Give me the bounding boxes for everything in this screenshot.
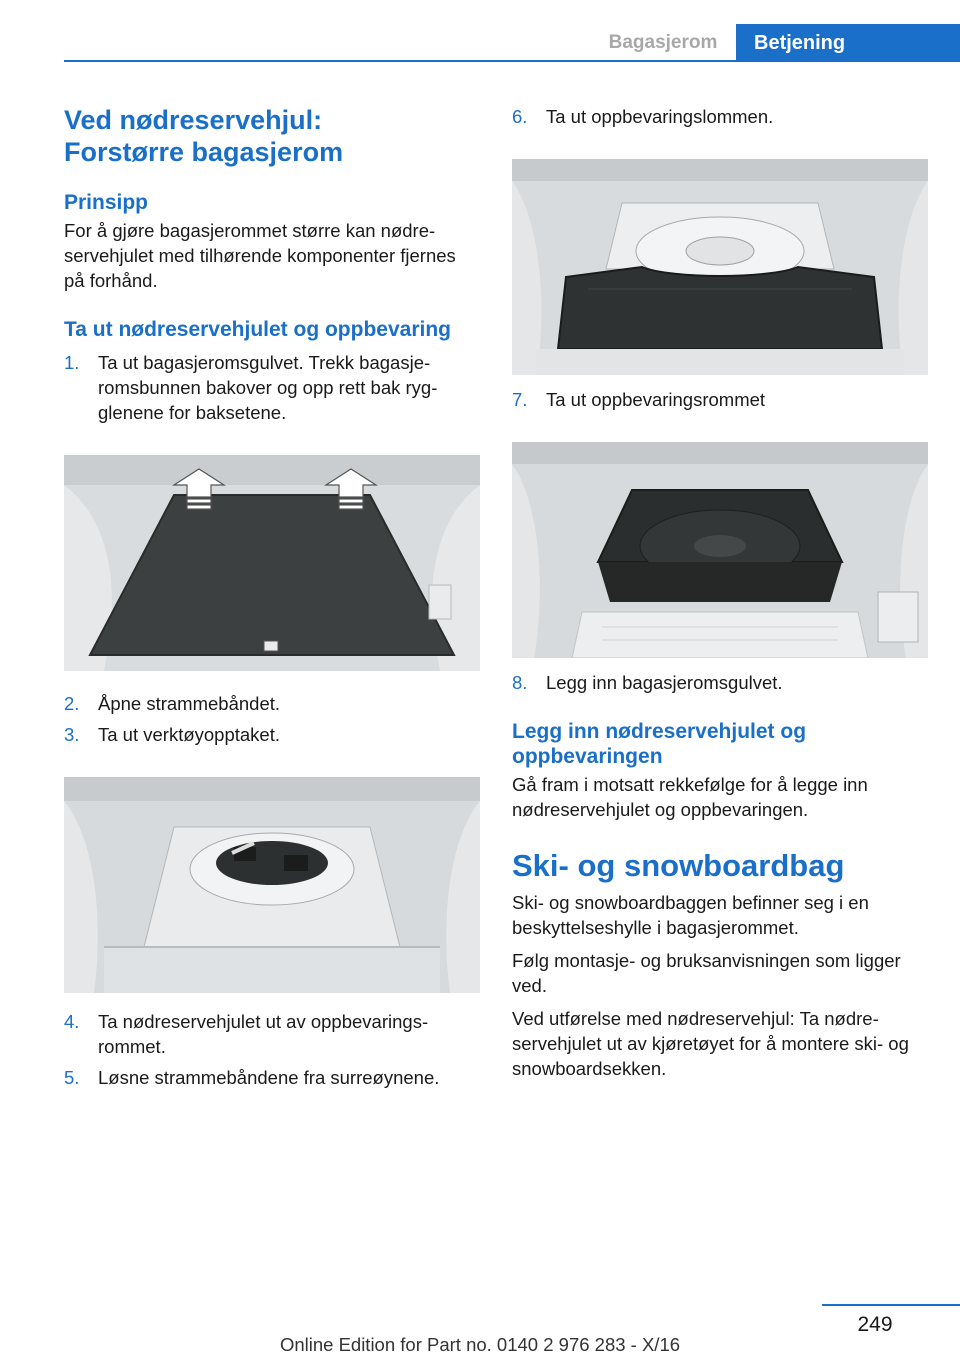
edition-line: Online Edition for Part no. 0140 2 976 283 - X/16 — [279, 1334, 681, 1355]
step-number: 7. — [512, 389, 528, 410]
step-list-a — [64, 350, 480, 425]
step-text: Legg inn bagasjeromsgulvet. — [546, 672, 783, 693]
step-list-c — [64, 1009, 480, 1090]
step-1 — [64, 350, 480, 425]
section-title-line2: Forstørre bagasjerom — [64, 137, 344, 167]
step-number: 2. — [64, 693, 80, 714]
storage-pocket-illustration — [512, 159, 928, 375]
tool-kit-illustration — [64, 777, 480, 993]
step-number: 8. — [512, 672, 528, 693]
page-header — [0, 0, 960, 62]
header-rule — [64, 60, 960, 62]
step-5 — [64, 1065, 480, 1090]
insert-text: Gå fram i motsatt rekkefølge for å legge inn nødreservehjulet og oppbevaringen. — [512, 774, 868, 820]
step-text: Ta ut oppbevaringsrommet — [546, 389, 766, 410]
ski-heading: Ski- og snowboardbag — [512, 848, 845, 883]
ski-paragraph-2: Følg montasje- og bruksanvisningen som ligger ved. — [512, 950, 901, 996]
header-section-tab: Bagasjerom — [608, 32, 718, 53]
ski-paragraph-1: Ski- og snowboardbaggen befinner seg i en beskyttelseshylle i bagasjerommet. — [512, 892, 869, 938]
step-number: 6. — [512, 106, 528, 127]
figure-storage-compartment — [512, 442, 928, 658]
step-list-d — [512, 104, 928, 129]
step-number: 3. — [64, 724, 80, 745]
step-8 — [512, 670, 928, 695]
section-title — [64, 104, 480, 168]
step-number: 4. — [64, 1011, 80, 1032]
step-4 — [64, 1009, 480, 1059]
figure-trunk-floor — [64, 455, 480, 671]
step-2 — [64, 691, 480, 716]
trunk-floor-illustration — [64, 455, 480, 671]
step-7 — [512, 387, 928, 412]
step-text: Ta ut verktøyopptaket. — [98, 724, 281, 745]
storage-compartment-illustration — [512, 442, 928, 658]
section-title-line1: Ved nødreservehjul: — [64, 105, 323, 135]
step-text: Ta nødreservehjulet ut av oppbevaringsrommet. — [98, 1011, 429, 1057]
step-text: Åpne strammebåndet. — [98, 693, 281, 714]
principle-heading: Prinsipp — [64, 191, 149, 214]
step-number: 5. — [64, 1067, 80, 1088]
principle-text: For å gjøre bagasjerommet større kan nødreservehjulet med tilhørende komponenter fjernes på forhånd. — [64, 220, 456, 291]
step-text: Ta ut oppbevaringslommen. — [546, 106, 774, 127]
insert-heading: Legg inn nødreservehjulet og oppbevaringen — [512, 720, 807, 768]
figure-tool-kit — [64, 777, 480, 993]
left-column — [64, 100, 480, 1090]
step-6 — [512, 104, 928, 129]
step-number: 1. — [64, 352, 80, 373]
step-list-f — [512, 670, 928, 695]
step-3 — [64, 722, 480, 747]
page-number: 249 — [857, 1313, 893, 1336]
step-text: Ta ut bagasjeromsgulvet. Trekk bagasjeromsbunnen bakover og opp rett bak rygglenene for baksetene. — [98, 352, 438, 423]
footer-rule — [822, 1304, 960, 1306]
remove-heading: Ta ut nødreservehjulet og oppbevaring — [64, 318, 451, 341]
right-column — [512, 100, 928, 1081]
step-list-b — [64, 691, 480, 747]
header-chapter-tab: Betjening — [736, 24, 960, 62]
step-text: Løsne strammebåndene fra surreøynene. — [98, 1067, 440, 1088]
figure-storage-pocket — [512, 159, 928, 375]
step-list-e — [512, 387, 928, 412]
ski-paragraph-3: Ved utførelse med nødreservehjul: Ta nødreservehjulet ut av kjøretøyet for å montere ski- og snowboardsekken. — [512, 1008, 909, 1079]
